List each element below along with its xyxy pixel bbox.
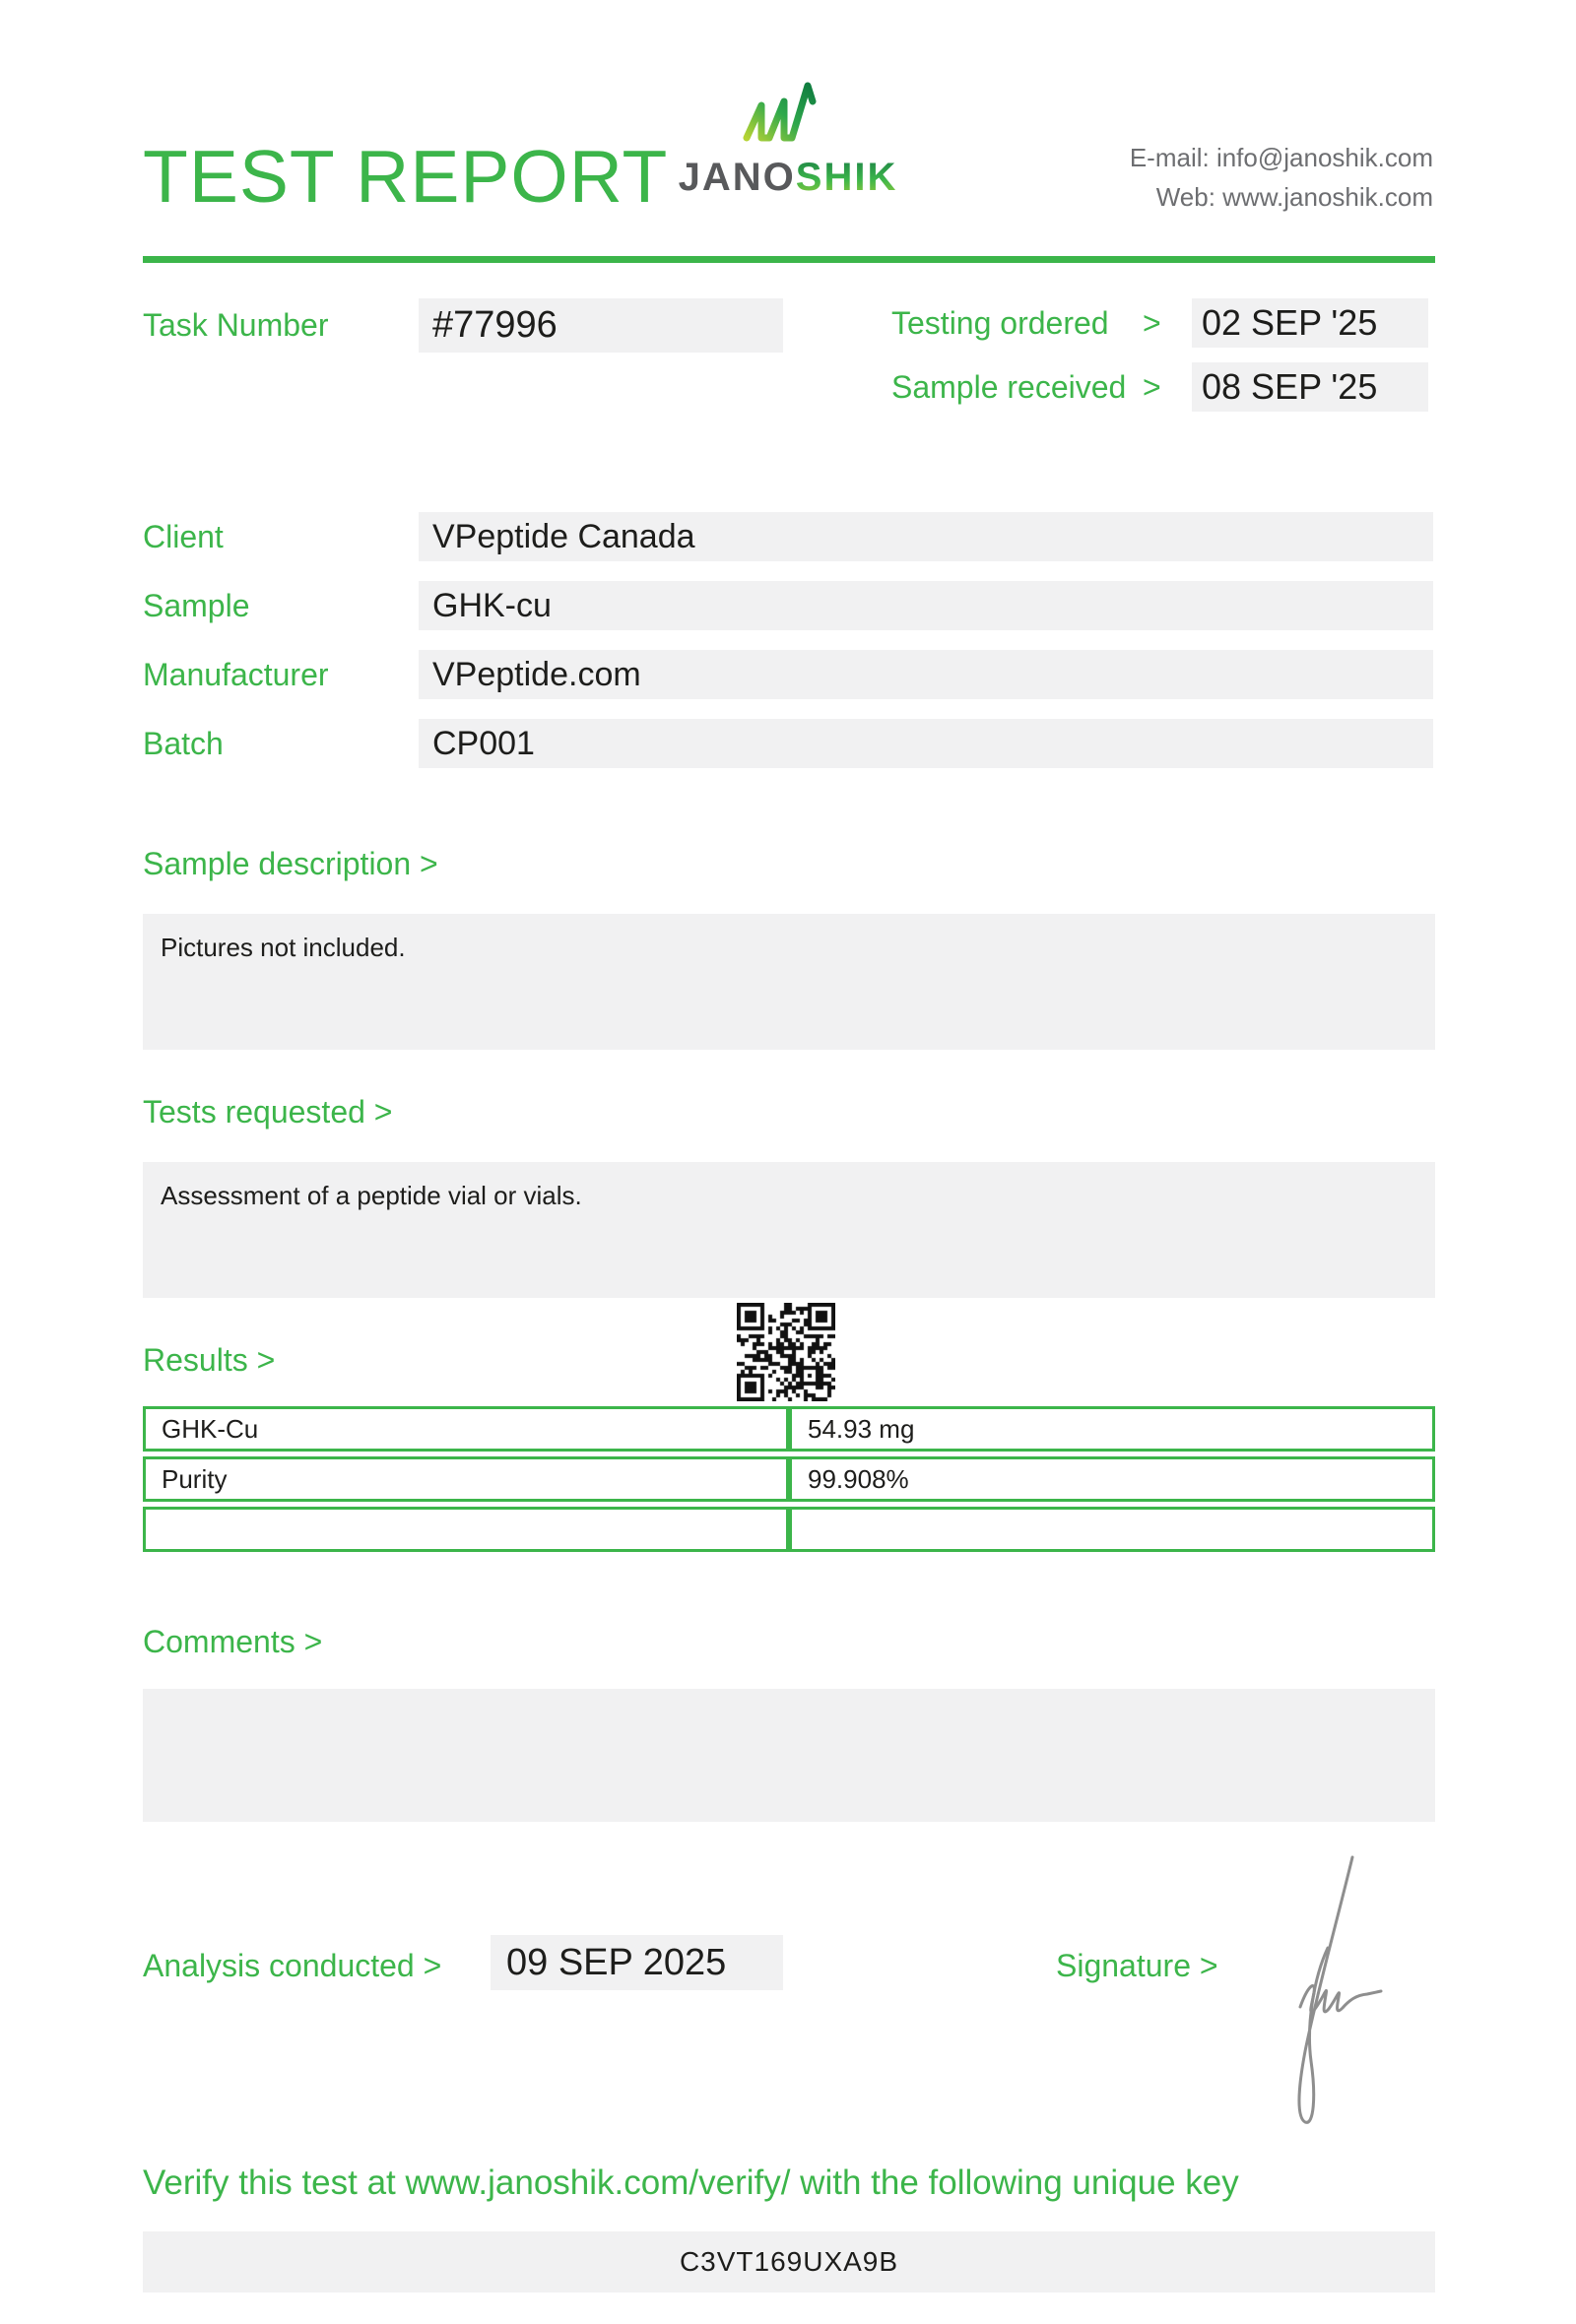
contact-web: Web: www.janoshik.com (1155, 182, 1433, 212)
client-label: Client (143, 519, 224, 554)
testing-ordered-label: Testing ordered (891, 305, 1109, 341)
comments-box (143, 1689, 1435, 1822)
sample-description-heading: Sample description > (143, 846, 438, 881)
sample-value: GHK-cu (419, 581, 1433, 630)
results-row (143, 1507, 1435, 1552)
manufacturer-label: Manufacturer (143, 657, 329, 692)
result-value-cell: 99.908% (789, 1456, 1435, 1502)
client-value: VPeptide Canada (419, 512, 1433, 561)
signature-label: Signature > (1056, 1948, 1218, 1983)
results-row (143, 1406, 1435, 1452)
sample-label: Sample (143, 588, 250, 623)
results-heading: Results > (143, 1342, 276, 1378)
tests-requested-heading: Tests requested > (143, 1094, 393, 1130)
logo-text-jano: JANO (678, 156, 796, 199)
task-number-value: #77996 (419, 298, 783, 353)
signature-handwriting (1259, 1849, 1387, 2140)
analysis-date-value: 09 SEP 2025 (491, 1935, 783, 1990)
result-value-cell: 54.93 mg (789, 1406, 1435, 1452)
tests-requested-box (143, 1162, 1435, 1298)
testing-ordered-arrow: > (1143, 305, 1161, 341)
sample-received-label: Sample received (891, 369, 1127, 405)
result-value-cell (789, 1507, 1435, 1552)
sample-received-arrow: > (1143, 369, 1161, 405)
manufacturer-value: VPeptide.com (419, 650, 1433, 699)
report-title: TEST REPORT (143, 135, 669, 218)
task-number-label: Task Number (143, 307, 329, 343)
comments-heading: Comments > (143, 1624, 323, 1659)
result-name-cell: GHK-Cu (143, 1406, 789, 1452)
batch-value: CP001 (419, 719, 1433, 768)
logo-wordmark (670, 156, 906, 199)
contact-email: E-mail: info@janoshik.com (1129, 143, 1433, 172)
verify-instructions: Verify this test at www.janoshik.com/verify/ with the following unique key (143, 2163, 1239, 2202)
growth-chart-icon (743, 79, 833, 156)
sample-received-value: 08 SEP '25 (1192, 362, 1428, 412)
sample-description-box (143, 914, 1435, 1050)
result-name-cell: Purity (143, 1456, 789, 1502)
qr-code (737, 1303, 835, 1401)
batch-label: Batch (143, 726, 224, 761)
contact-block (1130, 138, 1433, 217)
testing-ordered-value: 02 SEP '25 (1192, 298, 1428, 348)
header-divider (143, 256, 1435, 263)
tests-requested-text: Assessment of a peptide vial or vials. (161, 1181, 582, 1210)
sample-description-text: Pictures not included. (161, 933, 406, 962)
analysis-conducted-label: Analysis conducted > (143, 1948, 442, 1983)
result-name-cell (143, 1507, 789, 1552)
janoshik-logo (670, 79, 906, 199)
verify-key: C3VT169UXA9B (143, 2231, 1435, 2292)
logo-text-shik: SHIK (795, 156, 898, 199)
results-table (143, 1401, 1435, 1557)
results-row (143, 1456, 1435, 1502)
